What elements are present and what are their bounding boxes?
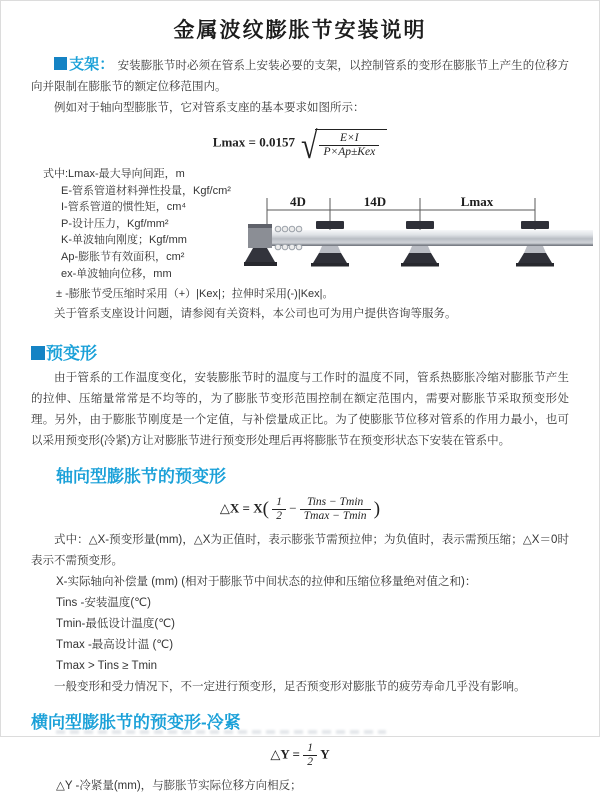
blue-square-icon <box>54 57 67 70</box>
axial-note: 一般变形和受力情况下，不一定进行预变形，足否预变形对膨胀节的疲劳寿命几乎没有影响。 <box>54 681 526 693</box>
cropped-text-remnant <box>56 730 386 734</box>
sqrt-radical <box>300 125 387 167</box>
definition-item: ex-单波轴向位移，mm <box>61 267 172 280</box>
blue-square-icon <box>31 346 45 360</box>
support-heading <box>54 56 114 73</box>
open-paren: ( <box>262 498 269 520</box>
lateral-note: △Y -冷紧量(mm)，与膨胀节实际位移方向相反； <box>56 780 302 792</box>
axial-note: Tmax -最高设计温 (℃) <box>56 639 174 651</box>
minus-sign: − <box>289 500 297 516</box>
lmax-formula <box>1 125 599 167</box>
axial-note: Tmin-最低设计温度(℃) <box>56 618 175 630</box>
half-denominator: 2 <box>272 509 286 523</box>
pipe <box>249 230 593 246</box>
axial-note: Tmax > Tins ≥ Tmin <box>56 660 157 672</box>
plus-minus-note: ± -膨胀节受压缩时采用（+）|Kex|；拉伸时采用(-)|Kex|。 <box>56 288 334 300</box>
support-example-line: 例如对于轴向型膨胀节，它对管系支座的基本要求如图所示： <box>54 102 365 114</box>
sqrt-symbol: √ <box>300 125 318 167</box>
definition-item: 式中:Lmax-最大导向间距，m <box>43 168 185 180</box>
half-numerator: 1 <box>276 496 282 508</box>
axial-formula-lhs: △X = X <box>219 500 263 516</box>
predeform-paragraph: 由于管系的工作温度变化，安装膨胀节时的温度与工作时的温度不同，管系热膨胀冷缩对膨胀节产生的拉伸、压缩量常常是不均等的，为了膨胀节变形范围控制在额定范围内，需要对膨胀节采取预变形处理。另外，由于膨胀节刚度是一个定值，与补偿量成正比。为了使膨胀节位移对管系的作用力最小，也可以采用预变形(冷紧)方让对膨胀节进行预变形处理后再将膨胀节在预变形状态下安装在管系中。 <box>31 372 569 447</box>
definition-item: Ap-膨胀节有效面积，cm² <box>61 250 185 263</box>
dim-label-4d: 4D <box>290 194 306 209</box>
close-paren: ) <box>373 498 381 520</box>
predeform-heading-label: 预变形 <box>46 344 97 363</box>
axial-note: Tins -安装温度(℃) <box>56 597 151 609</box>
lateral-formula-rhs: Y <box>320 746 330 762</box>
axial-subheading: 轴向型膨胀节的预变形 <box>56 467 226 486</box>
axial-note: 式中：△X-预变形量(mm)，△X为正值时，表示膨张节需预拉伸；为负值时，表示需预压缩；△X＝0时表示不需预变形。 <box>31 534 569 567</box>
definition-item: I-管系管道的惯性矩，cm⁴ <box>61 201 187 214</box>
pipe-support-diagram <box>244 192 596 288</box>
definition-item: E-管系管道材料弹性投量，Kgf/cm² <box>61 184 231 197</box>
lateral-subheading: 横向型膨胀节的预变形-冷紧 <box>31 713 241 732</box>
temp-denominator: Tmax − Tmin <box>300 509 371 523</box>
predeform-heading <box>1 339 599 364</box>
lateral-formula <box>1 742 599 769</box>
axial-note: X-实际轴向补偿量 (mm) (相对于膨胀节中间状态的拉伸和压缩位移量绝对值之和)： <box>56 576 477 588</box>
lateral-formula-lhs: △Y = <box>270 746 300 762</box>
dim-label-14d: 14D <box>363 194 387 209</box>
support-heading-label: 支架： <box>69 56 115 73</box>
lateral-denominator: 2 <box>303 755 317 769</box>
definition-item: K-单波轴向刚度；Kgf/mm <box>61 234 187 247</box>
definition-item: P-设计压力，Kgf/mm² <box>61 217 169 230</box>
axial-formula <box>1 496 599 523</box>
consult-line: 关于管系支座设计问题，请参阅有关资料，本公司也可为用户提供咨询等服务。 <box>54 308 457 320</box>
dim-label-lmax: Lmax <box>460 194 494 209</box>
support-intro-text: 安装膨胀节时必须在管系上安装必要的支架，以控制管系的变形在膨胀节上产生的位移方向并限制在膨胀节的额定位移范围内。 <box>31 60 569 93</box>
formula-numerator: E×I <box>340 132 359 144</box>
formula-lhs: Lmax = 0.0157 <box>212 134 295 150</box>
support-intro-paragraph <box>1 54 599 98</box>
formula-denominator: P×Ap±Kex <box>319 145 379 159</box>
definitions-and-diagram <box>1 166 599 286</box>
lateral-numerator: 1 <box>307 742 313 754</box>
temp-numerator: Tins − Tmin <box>306 496 364 508</box>
page-title: 金属波纹膨胀节安装说明 <box>173 19 427 42</box>
